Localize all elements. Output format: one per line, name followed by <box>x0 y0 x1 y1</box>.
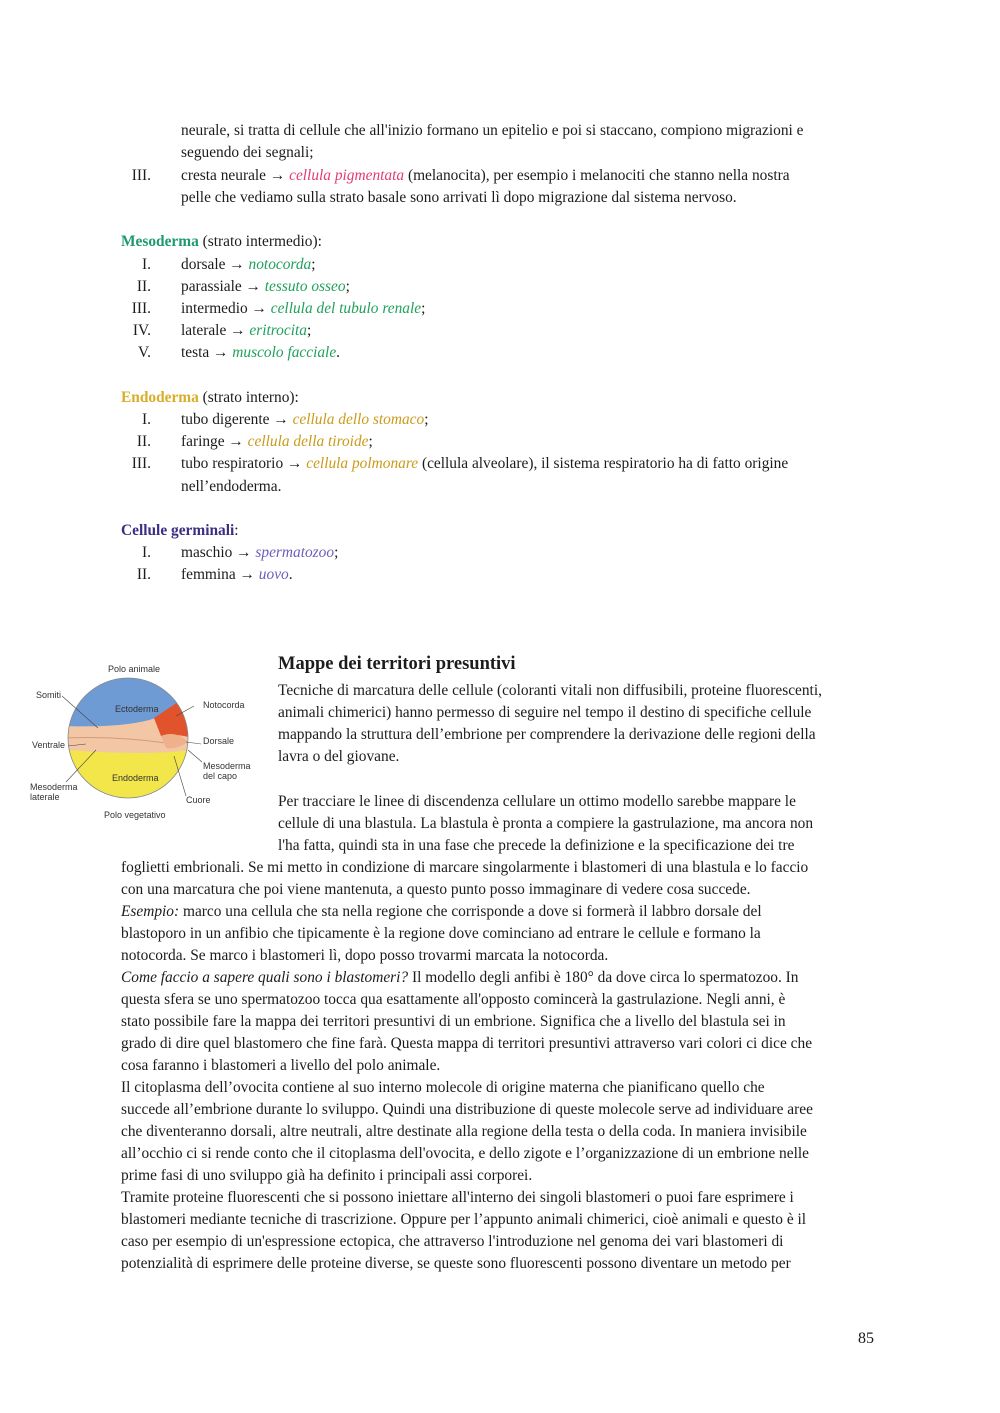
list-item-continuation: pelle che vediamo sulla strato basale sono arrivati lì dopo migrazione dal sistema nervoso. <box>181 189 737 206</box>
endoderma-heading-line: Endoderma (strato interno): <box>121 389 299 406</box>
paragraph-line: stato possibile fare la mappa dei territori presuntivi di un embrione. Significa che a livello del blastula sei in <box>121 1013 786 1030</box>
mesoderma-heading-line: Mesoderma (strato intermedio): <box>121 233 322 250</box>
list-item <box>181 276 350 298</box>
list-item <box>181 342 340 364</box>
paragraph-line: succede all’embrione durante lo sviluppo. Quindi una distribuzione di queste molecole serve ad individuare aree <box>121 1101 813 1118</box>
label-mesoderma-capo-2: del capo <box>203 771 238 781</box>
list-item-suffix: ; <box>368 433 373 450</box>
list-item <box>181 453 788 475</box>
section-title: Mappe dei territori presuntivi <box>278 654 516 674</box>
paragraph-line: che diventeranno dorsali, altre neutrali, altre destinate alla regione della testa o della coda. In maniera invisibile <box>121 1123 807 1140</box>
list-item-term: cellula della tiroide <box>247 433 369 450</box>
mesoderma-heading: Mesoderma <box>121 233 199 250</box>
label-somiti: Somiti <box>36 690 62 700</box>
list-number: I. <box>142 544 151 561</box>
list-number: I. <box>142 411 151 428</box>
paragraph-line: cellule di una blastula. La blastula è pronta a compiere la gastrulazione, ma ancora non <box>278 815 814 832</box>
label-ectoderma: Ectoderma <box>115 704 159 714</box>
list-item-term: cellula del tubulo renale <box>270 300 422 317</box>
list-item-prefix: intermedio → <box>181 300 271 317</box>
question-line <box>121 967 799 989</box>
paragraph-line: blastoporo in un anfibio che tipicamente è la regione dove cominciano ad entrare le cellule e formano la <box>121 925 761 942</box>
label-dorsale: Dorsale <box>203 736 235 746</box>
list-number: V. <box>138 344 151 361</box>
list-number: II. <box>136 433 151 450</box>
paragraph-line: grado di dire quel blastomero che fine farà. Questa mappa di territori presuntivi attraverso vari colori ci dice che <box>121 1035 813 1052</box>
paragraph-line: questa sfera se uno spermatozoo tocca qua esattamente all'opposto comincerà la gastrulazione. Negli anni, è <box>121 991 786 1008</box>
list-item <box>181 431 373 453</box>
list-item-prefix: tubo respiratorio → <box>181 455 307 472</box>
list-item-prefix: dorsale → <box>181 256 249 273</box>
list-item-suffix: ; <box>311 256 316 273</box>
list-item-term: notocorda <box>248 256 312 273</box>
list-item-suffix: . <box>336 344 341 361</box>
paragraph-line: con una marcatura che poi viene mantenuta, a questo punto posso immaginare di vedere cosa succede. <box>121 881 751 898</box>
presumptive-map-figure <box>26 658 262 828</box>
list-item-suffix: ; <box>334 544 339 561</box>
label-mesoderma-laterale-2: laterale <box>30 792 60 802</box>
question-label: Come faccio a sapere quali sono i blastomeri? <box>121 969 409 986</box>
paragraph-line: Tecniche di marcatura delle cellule (coloranti vitali non diffusibili, proteine fluorescenti, <box>278 682 822 699</box>
list-item-term: eritrocita <box>249 322 307 339</box>
list-item-prefix: maschio → <box>181 544 256 561</box>
list-number: III. <box>131 167 151 184</box>
list-number: III. <box>131 455 151 472</box>
list-item <box>181 409 429 431</box>
list-item <box>181 298 425 320</box>
label-mesoderma-capo-1: Mesoderma <box>203 761 251 771</box>
list-item-prefix: faringe → <box>181 433 248 450</box>
list-item <box>181 254 316 276</box>
list-item-term: uovo <box>258 566 289 583</box>
paragraph-line: l'ha fatta, quindi sta in una fase che precede la definizione e la specificazione dei tre <box>278 837 795 854</box>
label-ventrale: Ventrale <box>32 740 66 750</box>
page-number: 85 <box>858 1330 874 1347</box>
list-item-prefix: tubo digerente → <box>181 411 293 428</box>
paragraph-line: Tramite proteine fluorescenti che si possono iniettare all'interno dei singoli blastomeri o puoi fare esprimere i <box>121 1189 794 1206</box>
endoderma-heading: Endoderma <box>121 389 199 406</box>
paragraph-line: caso per esempio di un'espressione ectopica, che attraverso l'introduzione nel genoma dei vari blastomeri di <box>121 1233 784 1250</box>
paragraph-line: mappando la struttura dell’embrione per comprendere la derivazione delle regioni della <box>278 726 816 743</box>
paragraph-line: Per tracciare le linee di discendenza cellulare un ottimo modello sarebbe mappare le <box>278 793 796 810</box>
list-number: I. <box>142 256 151 273</box>
list-item-prefix: laterale → <box>181 322 250 339</box>
list-item-suffix: . <box>288 566 293 583</box>
intro-line-2: seguendo dei segnali; <box>181 144 314 161</box>
list-item-suffix: ; <box>421 300 426 317</box>
term-cellula-pigmentata: cellula pigmentata <box>289 167 405 184</box>
paragraph-line: notocorda. Se marco i blastomeri lì, dopo posso trovarmi marcata la notocorda. <box>121 947 609 964</box>
paragraph-line: animali chimerici) hanno permesso di seguire nel tempo il destino di specifiche cellule <box>278 704 812 721</box>
list-item-prefix: testa → <box>181 344 233 361</box>
list-item-suffix: ; <box>306 322 312 339</box>
label-notocorda: Notocorda <box>203 700 245 710</box>
list-item-cresta-neurale: cresta neurale → cellula pigmentata (melanocita), per esempio i melanociti che stanno nella nostra <box>181 167 790 184</box>
list-item-term: cellula polmonare <box>306 455 419 472</box>
esempio-label: Esempio: <box>121 903 180 920</box>
label-cuore: Cuore <box>186 795 211 805</box>
question-text: Il modello degli anfibi è 180° da dove circa lo spermatozoo. In <box>408 969 799 986</box>
paragraph-line: cosa faranno i blastomeri a livello del polo animale. <box>121 1057 441 1074</box>
germinali-heading: Cellule germinali <box>121 522 235 539</box>
label-polo-animale: Polo animale <box>108 664 161 674</box>
paragraph-line: prime fasi di uno sviluppo già ha definito i principali assi corporei. <box>121 1167 533 1184</box>
paragraph-line: blastomeri mediante tecniche di trascrizione. Oppure per l’appunto animali chimerici, cioè animali e questo è il <box>121 1211 807 1228</box>
list-item <box>181 564 293 586</box>
label-mesoderma-laterale-1: Mesoderma <box>30 782 78 792</box>
list-number: II. <box>136 566 151 583</box>
list-item <box>181 542 338 564</box>
label-endoderma: Endoderma <box>112 773 159 783</box>
label-polo-vegetativo: Polo vegetativo <box>104 810 166 820</box>
list-item-prefix: femmina → <box>181 566 259 583</box>
list-item-term: cellula dello stomaco <box>292 411 425 428</box>
paragraph-line: Il citoplasma dell’ovocita contiene al suo interno molecole di origine materna che pianificano quello che <box>121 1079 765 1096</box>
list-item-suffix: (cellula alveolare), il sistema respiratorio ha di fatto origine <box>418 455 789 472</box>
list-number: III. <box>131 300 151 317</box>
list-item-suffix: ; <box>345 278 350 295</box>
list-item-suffix: ; <box>424 411 429 428</box>
list-item-term: muscolo facciale <box>232 344 337 361</box>
paragraph-line: lavra o del giovane. <box>278 748 400 765</box>
germinali-heading-line: Cellule germinali: <box>121 522 239 539</box>
intro-line-1: neurale, si tratta di cellule che all'inizio formano un epitelio e poi si staccano, compiono migrazioni e <box>181 122 804 139</box>
list-item <box>181 320 311 342</box>
list-number: IV. <box>132 322 151 339</box>
esempio-text: marco una cellula che sta nella regione che corrisponde a dove si formerà il labbro dorsale del <box>179 903 762 920</box>
list-item-term: spermatozoo <box>255 544 335 561</box>
list-item-prefix: parassiale → <box>181 278 265 295</box>
paragraph-line: foglietti embrionali. Se mi metto in condizione di marcare singolarmente i blastomeri di una blastula e lo faccio <box>121 859 809 876</box>
list-item-term: tessuto osseo <box>264 278 346 295</box>
esempio-line <box>121 901 762 923</box>
paragraph-line: all’occhio ci si rende conto che il citoplasma dell'ovocita, e dello zigote e l’organizzazione di un embrione nelle <box>121 1145 809 1162</box>
paragraph-line: potenzialità di esprimere delle proteine diverse, se queste sono fluorescenti possono diventare un metodo per <box>121 1255 791 1272</box>
list-number: II. <box>136 278 151 295</box>
list-item-continuation: nell’endoderma. <box>181 478 282 495</box>
